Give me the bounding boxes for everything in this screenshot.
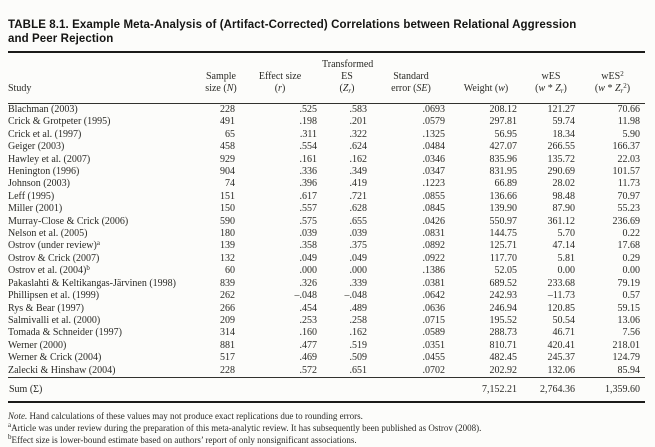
value-cell: .0346 (422, 153, 445, 165)
study-cell: Crick & Grotpeter (1995) (8, 116, 111, 128)
value-cell: 245.37 (547, 352, 575, 364)
value-cell: 60 (225, 265, 235, 277)
value-cell: .477 (299, 339, 317, 351)
value-cell: 288.73 (489, 327, 517, 339)
value-cell: 180 (220, 228, 235, 240)
value-cell: .0845 (422, 203, 445, 215)
value-cell: 11.98 (617, 116, 640, 128)
value-cell: 550.97 (489, 215, 517, 227)
sum-wes2: 1,359.60 (580, 377, 645, 402)
table-footnotes (8, 410, 645, 446)
value-cell: .0642 (422, 290, 445, 302)
value-cell: 135.72 (547, 153, 575, 165)
value-cell: 101.57 (612, 166, 640, 178)
value-cell: .721 (349, 190, 367, 202)
table-row (8, 191, 645, 203)
table-row (8, 240, 645, 252)
value-cell: 266 (220, 302, 235, 314)
value-cell: .253 (299, 314, 317, 326)
value-cell: .326 (299, 277, 317, 289)
study-cell: Phillipsen et al. (1999) (8, 290, 100, 302)
table-row (8, 315, 645, 327)
value-cell: 242.93 (489, 290, 517, 302)
value-cell: 0.22 (622, 228, 640, 240)
value-cell: .0579 (422, 116, 445, 128)
value-cell: 835.96 (489, 153, 517, 165)
study-cell: Salmivalli et al. (2000) (8, 314, 101, 326)
value-cell: 228 (220, 104, 235, 115)
value-cell: 427.07 (489, 141, 517, 153)
value-cell: .349 (349, 166, 367, 178)
value-cell: .000 (349, 265, 367, 277)
table-row (8, 203, 645, 215)
study-cell: Geiger (2003) (8, 141, 65, 153)
value-cell: .336 (299, 166, 317, 178)
value-cell: –.048 (294, 290, 317, 302)
table-row (8, 290, 645, 302)
table-row (8, 265, 645, 277)
value-cell: .0636 (422, 302, 445, 314)
table-row (8, 340, 645, 352)
value-cell: 125.71 (489, 240, 517, 252)
value-cell: 150 (220, 203, 235, 215)
value-cell: 361.12 (547, 215, 575, 227)
table-row (8, 104, 645, 117)
value-cell: 290.69 (547, 166, 575, 178)
study-cell: Leff (1995) (8, 190, 55, 202)
value-cell: 266.55 (547, 141, 575, 153)
value-cell: .0589 (422, 327, 445, 339)
value-cell: 59.74 (552, 116, 575, 128)
table-row (8, 327, 645, 339)
value-cell: 831.95 (489, 166, 517, 178)
value-cell: 297.81 (489, 116, 517, 128)
value-cell: .1223 (422, 178, 445, 190)
value-cell: .554 (299, 141, 317, 153)
column-header-sample-size: Sample size (N) (204, 53, 238, 104)
table-row (8, 253, 645, 265)
value-cell: 218.01 (612, 339, 640, 351)
column-header-weight: Weight (w) (450, 53, 522, 104)
value-cell: .525 (299, 104, 317, 115)
column-header-study: Study (8, 53, 204, 104)
value-cell: 70.66 (617, 104, 640, 115)
value-cell: .655 (349, 215, 367, 227)
value-cell: 590 (220, 215, 235, 227)
sum-label: Sum (Σ) (8, 377, 204, 402)
value-cell: 79.19 (617, 277, 640, 289)
value-cell: .0855 (422, 190, 445, 202)
value-cell: .651 (322, 365, 372, 378)
value-cell: .628 (349, 203, 367, 215)
value-cell: 839 (220, 277, 235, 289)
table-row (8, 365, 645, 378)
value-cell: 13.06 (617, 314, 640, 326)
column-header-effect-size: Effect size (r) (238, 53, 322, 104)
table-note: Note. Hand calculations of these values may not produce exact replications due to rounding errors. (8, 410, 363, 421)
value-cell: .617 (299, 190, 317, 202)
study-cell: Johnson (2003) (8, 178, 70, 190)
value-cell: 904 (220, 166, 235, 178)
column-header-standard-error: Standard error (SE) (372, 53, 450, 104)
value-cell: .258 (349, 314, 367, 326)
study-cell: Crick et al. (1997) (8, 128, 82, 140)
study-cell: Ostrov et al. $(2004)^b$ (8, 265, 90, 277)
value-cell: 0.29 (622, 252, 640, 264)
value-cell: 236.69 (612, 215, 640, 227)
table-footer (8, 377, 645, 402)
table-row (8, 129, 645, 141)
value-cell: 233.68 (547, 277, 575, 289)
value-cell: 5.70 (557, 228, 575, 240)
value-cell: 136.66 (489, 190, 517, 202)
value-cell: 246.94 (489, 302, 517, 314)
value-cell: .162 (349, 153, 367, 165)
value-cell: 120.85 (547, 302, 575, 314)
value-cell: 881 (220, 339, 235, 351)
value-cell: 52.05 (494, 265, 517, 277)
column-header-wes2: wES$^2$ $(w * Z_r^2)$ (580, 53, 645, 104)
value-cell: 262 (220, 290, 235, 302)
value-cell: .0831 (422, 228, 445, 240)
value-cell: –11.73 (547, 290, 575, 302)
value-cell: .160 (299, 327, 317, 339)
value-cell: .0381 (422, 277, 445, 289)
value-cell: 929 (220, 153, 235, 165)
value-cell: 56.95 (494, 128, 517, 140)
value-cell: .1386 (422, 265, 445, 277)
study-cell: Henington (1996) (8, 166, 80, 178)
value-cell: .201 (349, 116, 367, 128)
empty-cell (204, 377, 238, 402)
sum-weight: 7,152.21 (450, 377, 522, 402)
value-cell: .0455 (422, 352, 445, 364)
value-cell: 18.34 (552, 128, 575, 140)
value-cell: .0702 (372, 365, 450, 378)
value-cell: .519 (349, 339, 367, 351)
value-cell: 482.45 (489, 352, 517, 364)
value-cell: 151 (220, 190, 235, 202)
value-cell: .375 (349, 240, 367, 252)
value-cell: 810.71 (489, 339, 517, 351)
value-cell: 0.57 (622, 290, 640, 302)
value-cell: .0922 (422, 252, 445, 264)
value-cell: 46.71 (552, 327, 575, 339)
value-cell: 121.27 (547, 104, 575, 115)
value-cell: 458 (220, 141, 235, 153)
study-cell: Hawley et al. (2007) (8, 153, 91, 165)
table-row (8, 178, 645, 190)
value-cell: –.048 (344, 290, 367, 302)
footnote-b: $^b$Effect size is lower-bound estimate based on authors’ report of only nonsignificant associations. (8, 433, 357, 445)
study-cell: Blachman (2003) (8, 104, 78, 115)
value-cell: .396 (299, 178, 317, 190)
value-cell: 195.52 (489, 314, 517, 326)
value-cell: 228 (204, 365, 238, 378)
study-cell: Murray-Close & Crick (2006) (8, 215, 129, 227)
value-cell: 55.23 (617, 203, 640, 215)
value-cell: 5.81 (557, 252, 575, 264)
value-cell: .575 (299, 215, 317, 227)
value-cell: .0347 (422, 166, 445, 178)
value-cell: .0693 (422, 104, 445, 115)
value-cell: .454 (299, 302, 317, 314)
value-cell: 517 (220, 352, 235, 364)
value-cell: 314 (220, 327, 235, 339)
empty-cell (238, 377, 322, 402)
value-cell: 17.68 (617, 240, 640, 252)
value-cell: .358 (299, 240, 317, 252)
table-row (8, 141, 645, 153)
value-cell: 66.89 (494, 178, 517, 190)
column-header-transformed-es: Transformed ES $(Z_r)$ (322, 53, 372, 104)
value-cell: 65 (225, 128, 235, 140)
value-cell: .311 (299, 128, 317, 140)
sum-wes: 2,764.36 (522, 377, 580, 402)
value-cell: 11.73 (617, 178, 640, 190)
table-row (8, 278, 645, 290)
study-cell: Nelson et al. (2005) (8, 228, 88, 240)
value-cell: 74 (225, 178, 235, 190)
value-cell: .419 (349, 178, 367, 190)
meta-analysis-table (8, 53, 645, 403)
value-cell: 5.90 (622, 128, 640, 140)
value-cell: .0426 (422, 215, 445, 227)
value-cell: 139.90 (489, 203, 517, 215)
value-cell: 139 (220, 240, 235, 252)
value-cell: 70.97 (617, 190, 640, 202)
table-header (8, 53, 645, 104)
value-cell: .624 (349, 141, 367, 153)
table-row (8, 154, 645, 166)
value-cell: 87.90 (552, 203, 575, 215)
value-cell: 209 (220, 314, 235, 326)
value-cell: 47.14 (552, 240, 575, 252)
value-cell: 117.70 (489, 252, 517, 264)
empty-cell (322, 377, 372, 402)
value-cell: 85.94 (580, 365, 645, 378)
study-cell: Rys & Bear (1997) (8, 302, 84, 314)
value-cell: .162 (349, 327, 367, 339)
value-cell: .322 (349, 128, 367, 140)
value-cell: .557 (299, 203, 317, 215)
value-cell: 0.00 (557, 265, 575, 277)
value-cell: 7.56 (622, 327, 640, 339)
study-cell: Werner (2000) (8, 339, 67, 351)
value-cell: .572 (238, 365, 322, 378)
study-cell: Ostrov (under review)$^a$ (8, 240, 100, 252)
sum-row (8, 377, 645, 402)
value-cell: .0715 (422, 314, 445, 326)
footnote-a: $^a$Article was under review during the preparation of this meta-analytic review. It has subsequently been published as Ostrov (2008). (8, 421, 482, 433)
study-cell: Ostrov & Crick (2007) (8, 252, 100, 264)
value-cell: .161 (299, 153, 317, 165)
value-cell: .0351 (422, 339, 445, 351)
table-row (8, 166, 645, 178)
value-cell: 0.00 (622, 265, 640, 277)
value-cell: .198 (299, 116, 317, 128)
study-cell: Miller (2001) (8, 203, 63, 215)
empty-cell (372, 377, 450, 402)
study-cell: Werner & Crick (2004) (8, 352, 102, 364)
value-cell: 22.03 (617, 153, 640, 165)
table-title (8, 18, 645, 46)
column-header-wes: wES $(w * Z_r)$ (522, 53, 580, 104)
value-cell: 98.48 (552, 190, 575, 202)
value-cell: .039 (299, 228, 317, 240)
header-row (8, 53, 645, 104)
study-cell: Tomada & Schneider (1997) (8, 327, 122, 339)
value-cell: 132 (220, 252, 235, 264)
value-cell: .049 (299, 252, 317, 264)
value-cell: 202.92 (450, 365, 522, 378)
value-cell: 124.79 (612, 352, 640, 364)
value-cell: .0484 (422, 141, 445, 153)
value-cell: .489 (349, 302, 367, 314)
value-cell: .339 (349, 277, 367, 289)
value-cell: .039 (349, 228, 367, 240)
value-cell: 491 (220, 116, 235, 128)
value-cell: .0892 (422, 240, 445, 252)
table-row (8, 228, 645, 240)
study-cell: Pakaslahti & Keltikangas-Järvinen (1998) (8, 277, 177, 289)
value-cell: .049 (349, 252, 367, 264)
value-cell: 59.15 (617, 302, 640, 314)
value-cell: 144.75 (489, 228, 517, 240)
table-row (8, 116, 645, 128)
value-cell: 166.37 (612, 141, 640, 153)
value-cell: .583 (349, 104, 367, 115)
value-cell: 28.02 (552, 178, 575, 190)
value-cell: 689.52 (489, 277, 517, 289)
table-title-line-2: and Peer Rejection (8, 33, 114, 45)
value-cell: 132.06 (522, 365, 580, 378)
value-cell: .509 (349, 352, 367, 364)
table-body (8, 104, 645, 378)
table-row (8, 352, 645, 364)
value-cell: 50.54 (552, 314, 575, 326)
study-cell: Zalecki & Hinshaw (2004) (8, 365, 204, 378)
table-title-line-1: TABLE 8.1. Example Meta-Analysis of (Artifact-Corrected) Correlations between Relational Aggression (8, 19, 577, 31)
table-row (8, 303, 645, 315)
value-cell: 420.41 (547, 339, 575, 351)
value-cell: .1325 (422, 128, 445, 140)
value-cell: .469 (299, 352, 317, 364)
value-cell: .000 (299, 265, 317, 277)
table-row (8, 216, 645, 228)
value-cell: 208.12 (489, 104, 517, 115)
